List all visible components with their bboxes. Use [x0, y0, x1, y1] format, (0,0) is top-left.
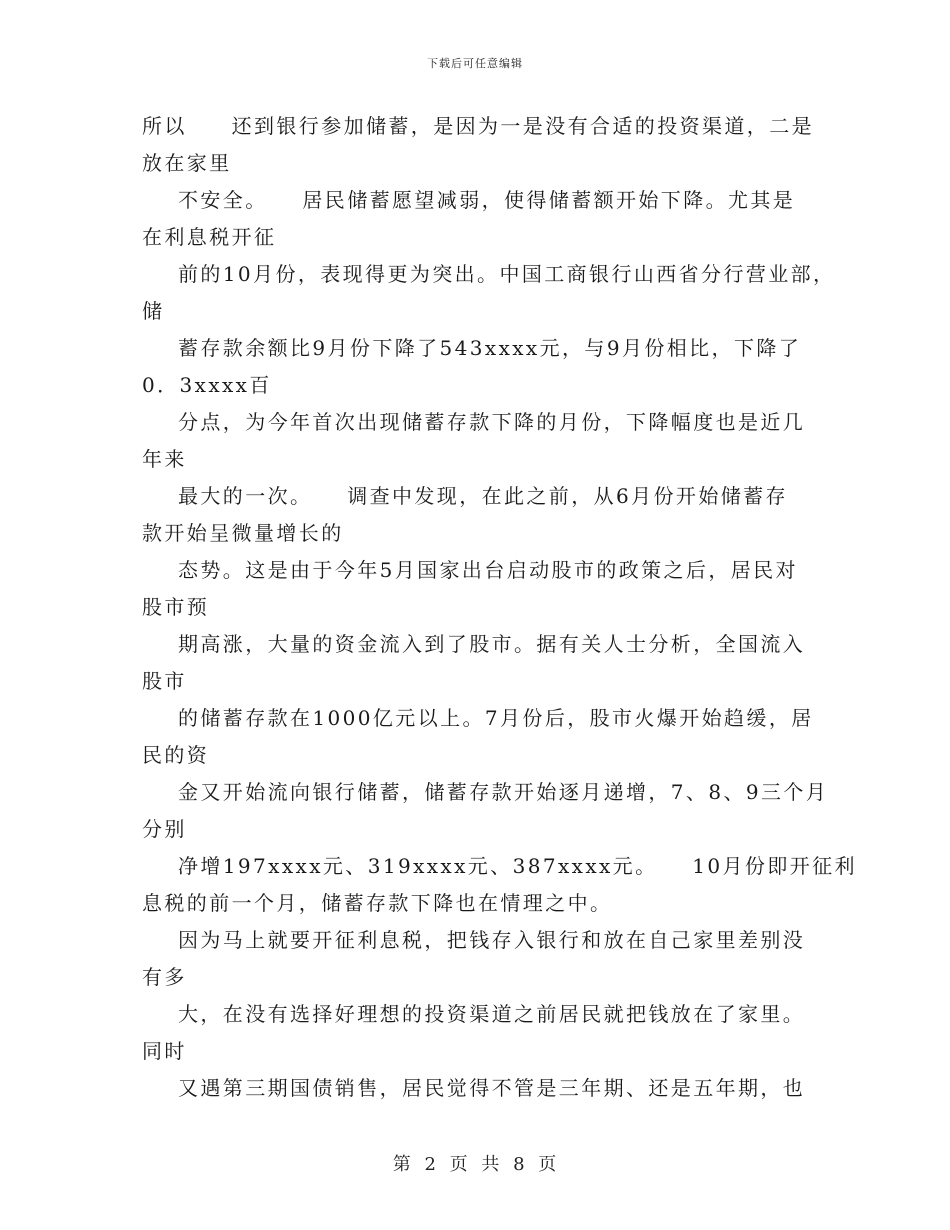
text-line: 0．3xxxx百: [142, 373, 272, 397]
body-text: [142, 108, 857, 1107]
page-header: 下载后可任意编辑: [427, 57, 523, 70]
text-line: 有多: [142, 965, 187, 989]
text-line: 分别: [142, 817, 187, 841]
text-line: 期高涨，大量的资金流入到了股市。据有关人士分析，全国流入: [178, 632, 806, 656]
text-line: 前的10月份，表现得更为突出。中国工商银行山西省分行营业部，: [178, 262, 836, 286]
text-line: 放在家里: [142, 151, 232, 175]
text-line: 大，在没有选择好理想的投资渠道之前居民就把钱放在了家里。: [178, 1002, 806, 1026]
text-line: 同时: [142, 1039, 187, 1063]
text-line: 民的资: [142, 743, 210, 767]
text-line: 因为马上就要开征利息税，把钱存入银行和放在自己家里差别没: [178, 928, 806, 952]
text-line: 息税的前一个月，储蓄存款下降也在情理之中。: [142, 891, 613, 915]
text-line: 股市: [142, 669, 187, 693]
text-line: 态势。这是由于今年5月国家出台启动股市的政策之后，居民对: [178, 558, 798, 582]
text-line: 所以 还到银行参加储蓄，是因为一是没有合适的投资渠道，二是: [142, 114, 814, 138]
text-line: 金又开始流向银行储蓄，储蓄存款开始逐月递增，7、8、9三个月: [178, 780, 829, 804]
text-line: 净增197xxxx元、319xxxx元、387xxxx元。 10月份即开征利: [178, 854, 857, 878]
text-line: 分点，为今年首次出现储蓄存款下降的月份，下降幅度也是近几: [178, 410, 806, 434]
text-line: 最大的一次。 调查中发现，在此之前，从6月份开始储蓄存: [178, 484, 788, 508]
page-footer: 第 2 页 共 8 页: [392, 1154, 558, 1175]
text-line: 不安全。 居民储蓄愿望减弱，使得储蓄额开始下降。尤其是: [178, 188, 796, 212]
text-line: 储: [142, 299, 165, 323]
text-line: 的储蓄存款在1000亿元以上。7月份后，股市火爆开始趋缓，居: [178, 706, 814, 730]
text-line: 蓄存款余额比9月份下降了543xxxx元，与9月份相比，下降了: [178, 336, 802, 360]
text-line: 款开始呈微量增长的: [142, 521, 344, 545]
text-line: 股市预: [142, 595, 210, 619]
text-line: 又遇第三期国债销售，居民觉得不管是三年期、还是五年期，也: [178, 1076, 806, 1100]
text-line: 在利息税开征: [142, 225, 277, 249]
text-line: 年来: [142, 447, 187, 471]
